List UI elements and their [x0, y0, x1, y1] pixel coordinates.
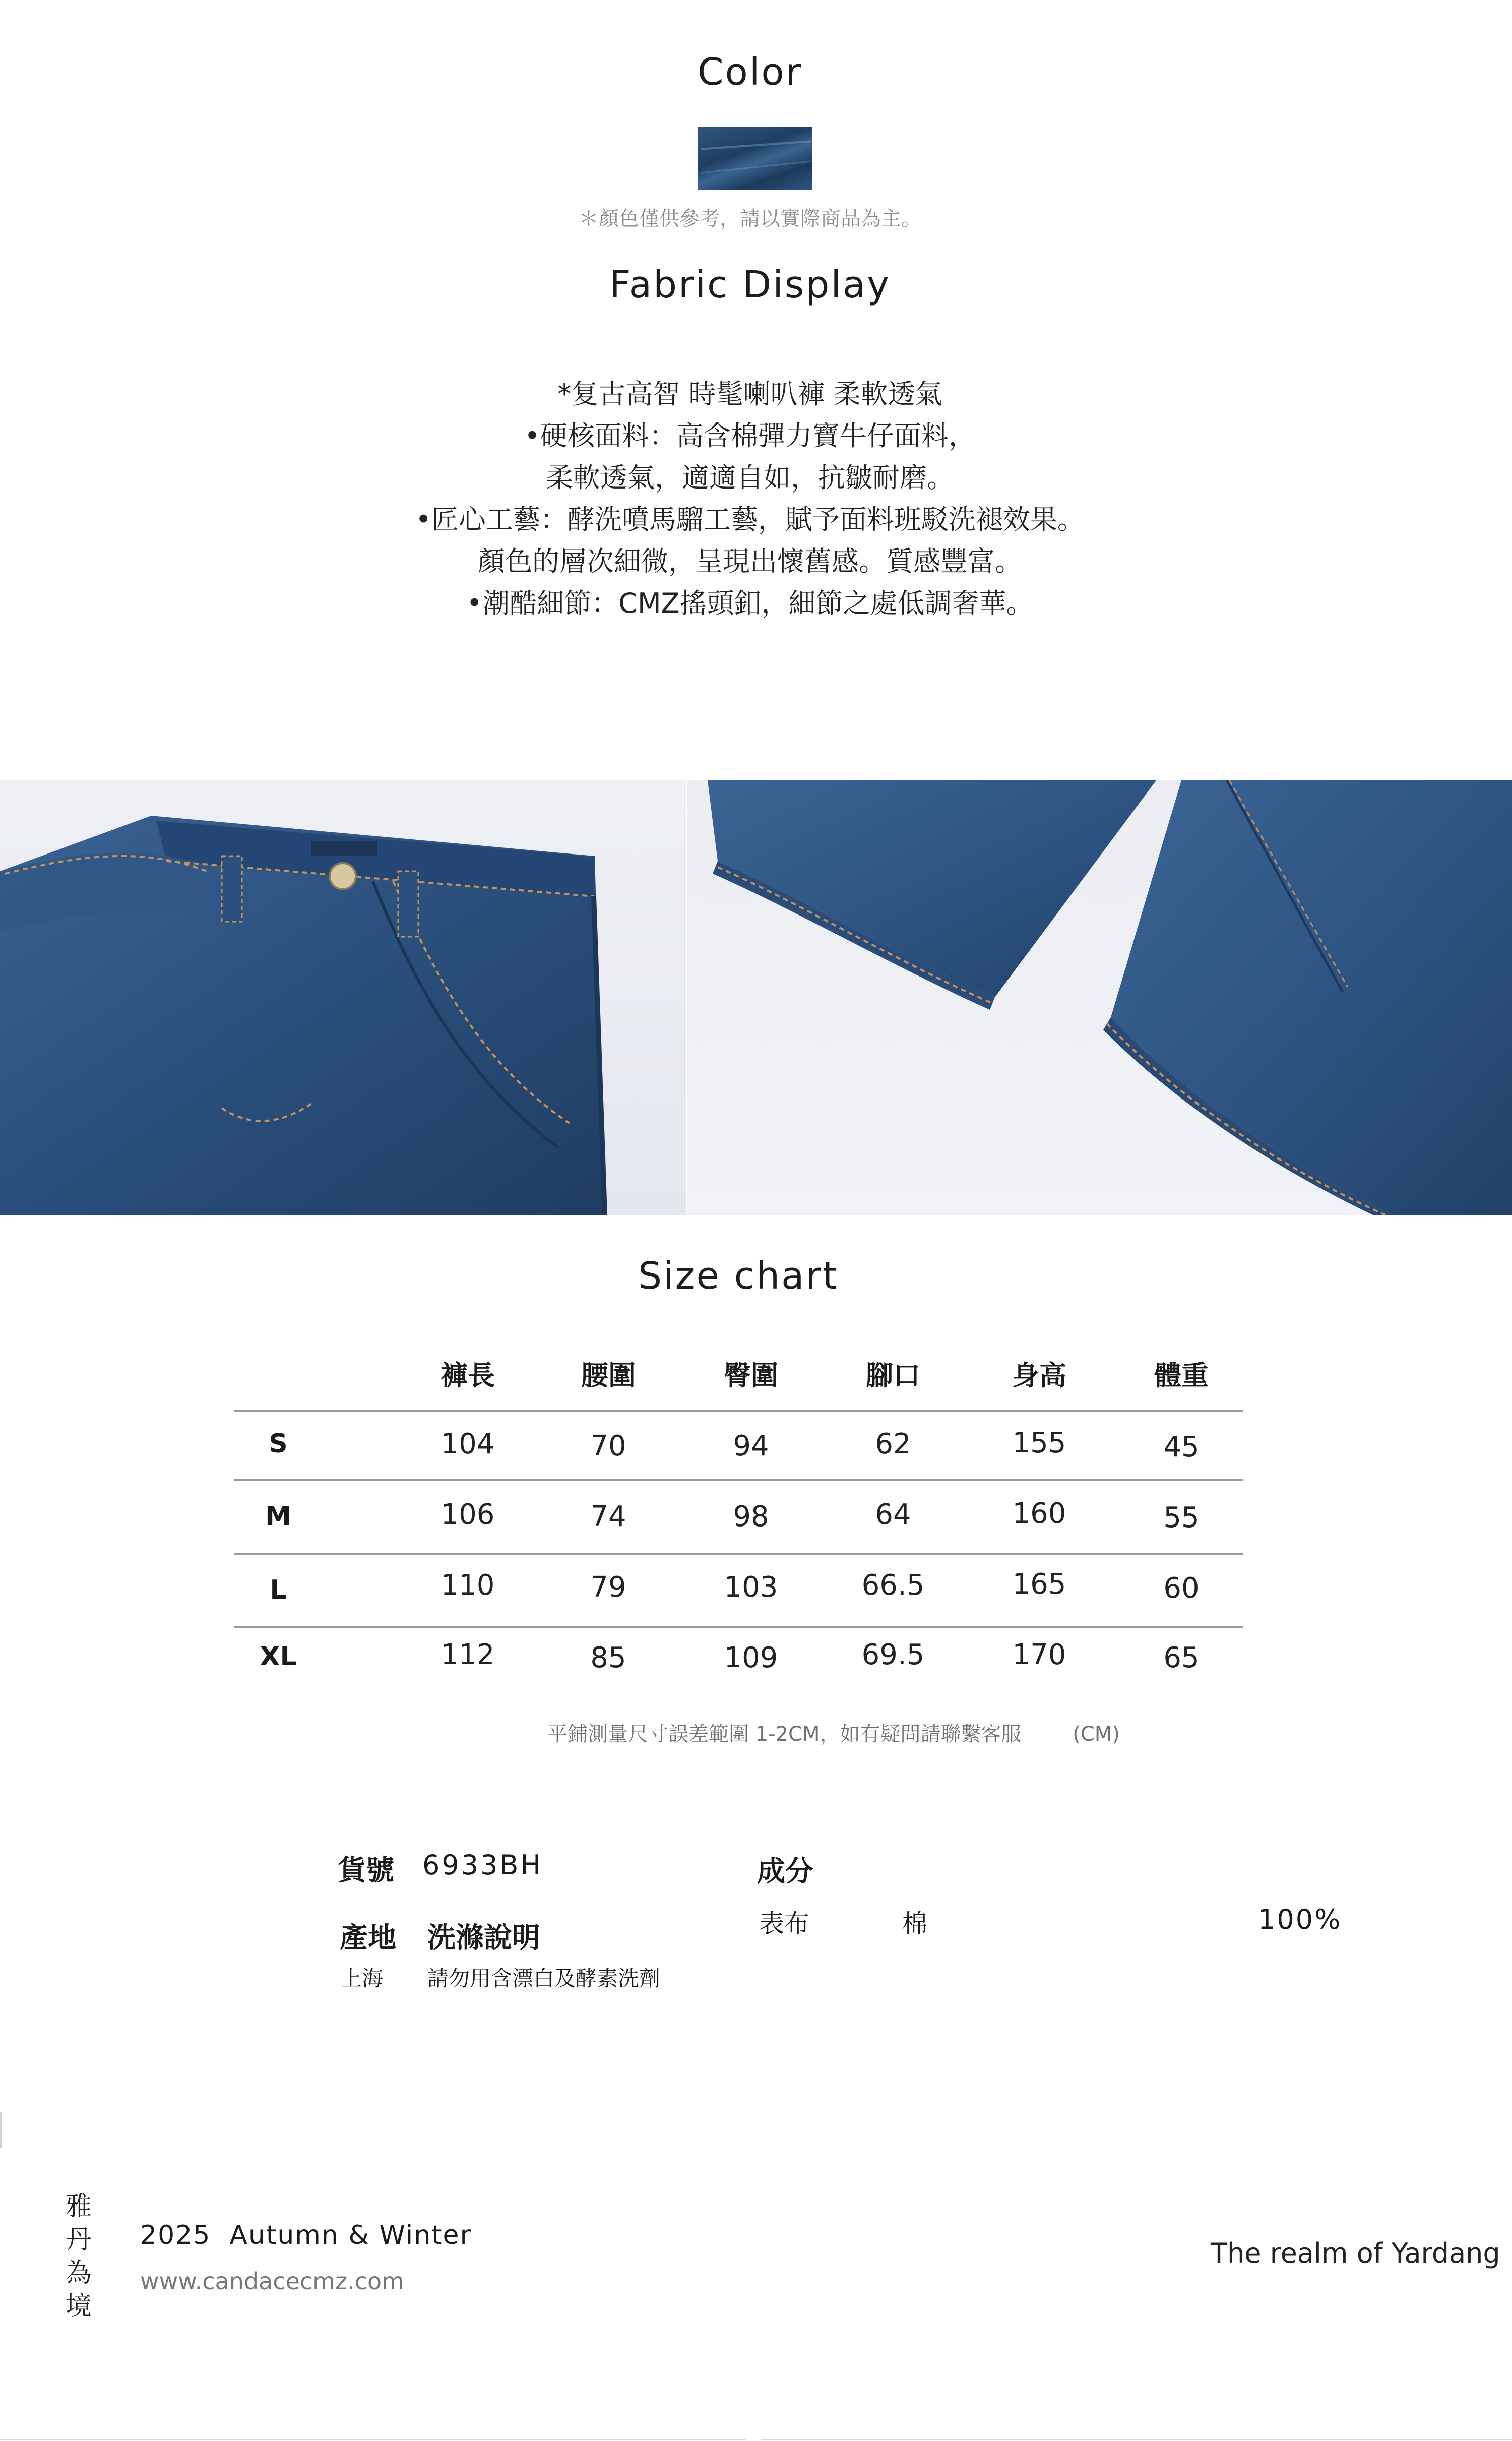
color-disclaimer: ＊顏色僅供參考，請以實際商品為主。 — [579, 207, 921, 230]
size-label-s: S — [269, 1429, 288, 1459]
description-line: 柔軟透氣，適適自如，抗皺耐磨。 — [546, 462, 954, 494]
measurement-tolerance-note: 平鋪測量尺寸誤差範圍 1-2CM，如有疑問請聯繫客服 — [547, 1723, 1022, 1746]
table-cell: 55 — [1163, 1501, 1200, 1534]
brand-char: 境 — [65, 2291, 92, 2322]
header-hip: 臀圍 — [724, 1360, 778, 1391]
brand-tagline: The realm of Yardang — [1211, 2237, 1500, 2269]
table-cell: 65 — [1163, 1641, 1200, 1674]
wash-instructions-value: 請勿用含漂白及酵素洗劑 — [427, 1966, 661, 1991]
table-cell: 110 — [440, 1569, 495, 1602]
edge-mark — [0, 2112, 2, 2148]
color-section-title: Color — [697, 50, 803, 94]
jeans-hem-illustration — [687, 780, 1512, 1215]
size-label-m: M — [265, 1501, 291, 1532]
table-cell: 155 — [1012, 1427, 1066, 1459]
description-line: •匠心工藝：酵洗噴馬騮工藝，賦予面料班駁洗褪效果。 — [415, 504, 1085, 535]
composition-percent: 100% — [1258, 1904, 1342, 1935]
wash-instructions-label: 洗滌說明 — [427, 1922, 540, 1955]
fabric-description — [0, 373, 1500, 624]
brand-vertical-text — [64, 2190, 94, 2323]
table-cell: 60 — [1163, 1572, 1200, 1605]
sku-label: 貨號 — [338, 1854, 394, 1887]
composition-material: 棉 — [902, 1909, 927, 1938]
website-link[interactable]: www.candacecmz.com — [140, 2268, 404, 2295]
header-leg-opening: 腳口 — [866, 1360, 920, 1391]
table-divider — [234, 1553, 1243, 1555]
table-cell: 85 — [590, 1641, 626, 1674]
table-cell: 106 — [440, 1498, 495, 1531]
table-cell: 64 — [875, 1498, 911, 1531]
composition-label: 成分 — [757, 1855, 813, 1888]
description-line: *复古高智 時髦喇叭褲 柔軟透氣 — [557, 378, 942, 410]
table-cell: 98 — [733, 1500, 769, 1533]
table-divider — [234, 1410, 1243, 1412]
table-cell: 69.5 — [861, 1638, 925, 1671]
table-cell: 94 — [733, 1430, 769, 1462]
size-chart-title: Size chart — [638, 1254, 839, 1298]
description-line: •潮酷細節：CMZ搖頭釦，細節之處低調奢華。 — [466, 587, 1034, 619]
table-cell: 74 — [590, 1500, 626, 1533]
composition-part: 表布 — [759, 1909, 809, 1938]
table-cell: 70 — [590, 1430, 626, 1462]
header-waist: 腰圍 — [581, 1360, 636, 1391]
size-label-l: L — [270, 1575, 287, 1605]
header-pants-length: 褲長 — [440, 1360, 495, 1391]
bottom-divider — [761, 2439, 1512, 2440]
header-weight: 體重 — [1154, 1360, 1209, 1391]
description-line: •硬核面料：高含棉彈力寶牛仔面料， — [524, 420, 976, 452]
bottom-divider — [0, 2439, 746, 2440]
brand-char: 丹 — [65, 2225, 92, 2255]
table-cell: 112 — [440, 1638, 495, 1671]
table-cell: 170 — [1012, 1638, 1066, 1671]
table-cell: 66.5 — [861, 1569, 925, 1602]
origin-label: 產地 — [340, 1922, 396, 1955]
size-chart-note — [547, 1718, 1120, 1747]
header-height: 身高 — [1012, 1360, 1066, 1391]
table-cell: 79 — [590, 1571, 626, 1604]
table-divider — [234, 1479, 1243, 1481]
table-cell: 165 — [1012, 1568, 1066, 1601]
jeans-hem-detail-photo — [687, 780, 1512, 1215]
table-cell: 109 — [724, 1641, 778, 1674]
table-cell: 104 — [440, 1428, 495, 1460]
table-cell: 103 — [724, 1571, 778, 1604]
table-cell: 160 — [1012, 1497, 1066, 1530]
table-divider — [234, 1626, 1243, 1628]
size-label-xl: XL — [260, 1641, 297, 1672]
fabric-section-title: Fabric Display — [609, 263, 891, 307]
jeans-waist-illustration — [0, 780, 686, 1215]
brand-char: 雅 — [65, 2191, 92, 2222]
sku-value: 6933BH — [422, 1849, 543, 1881]
origin-value: 上海 — [341, 1966, 384, 1991]
jeans-waist-detail-photo — [0, 780, 686, 1215]
season-label: 2025 Autumn & Winter — [140, 2220, 472, 2250]
description-line: 顏色的層次細微，呈現出懷舊感。質感豐富。 — [478, 545, 1022, 577]
table-cell: 45 — [1163, 1431, 1200, 1463]
unit-label: (CM) — [1073, 1723, 1120, 1746]
table-cell: 62 — [875, 1428, 911, 1460]
denim-color-swatch[interactable] — [698, 127, 812, 190]
brand-char: 為 — [65, 2258, 92, 2288]
